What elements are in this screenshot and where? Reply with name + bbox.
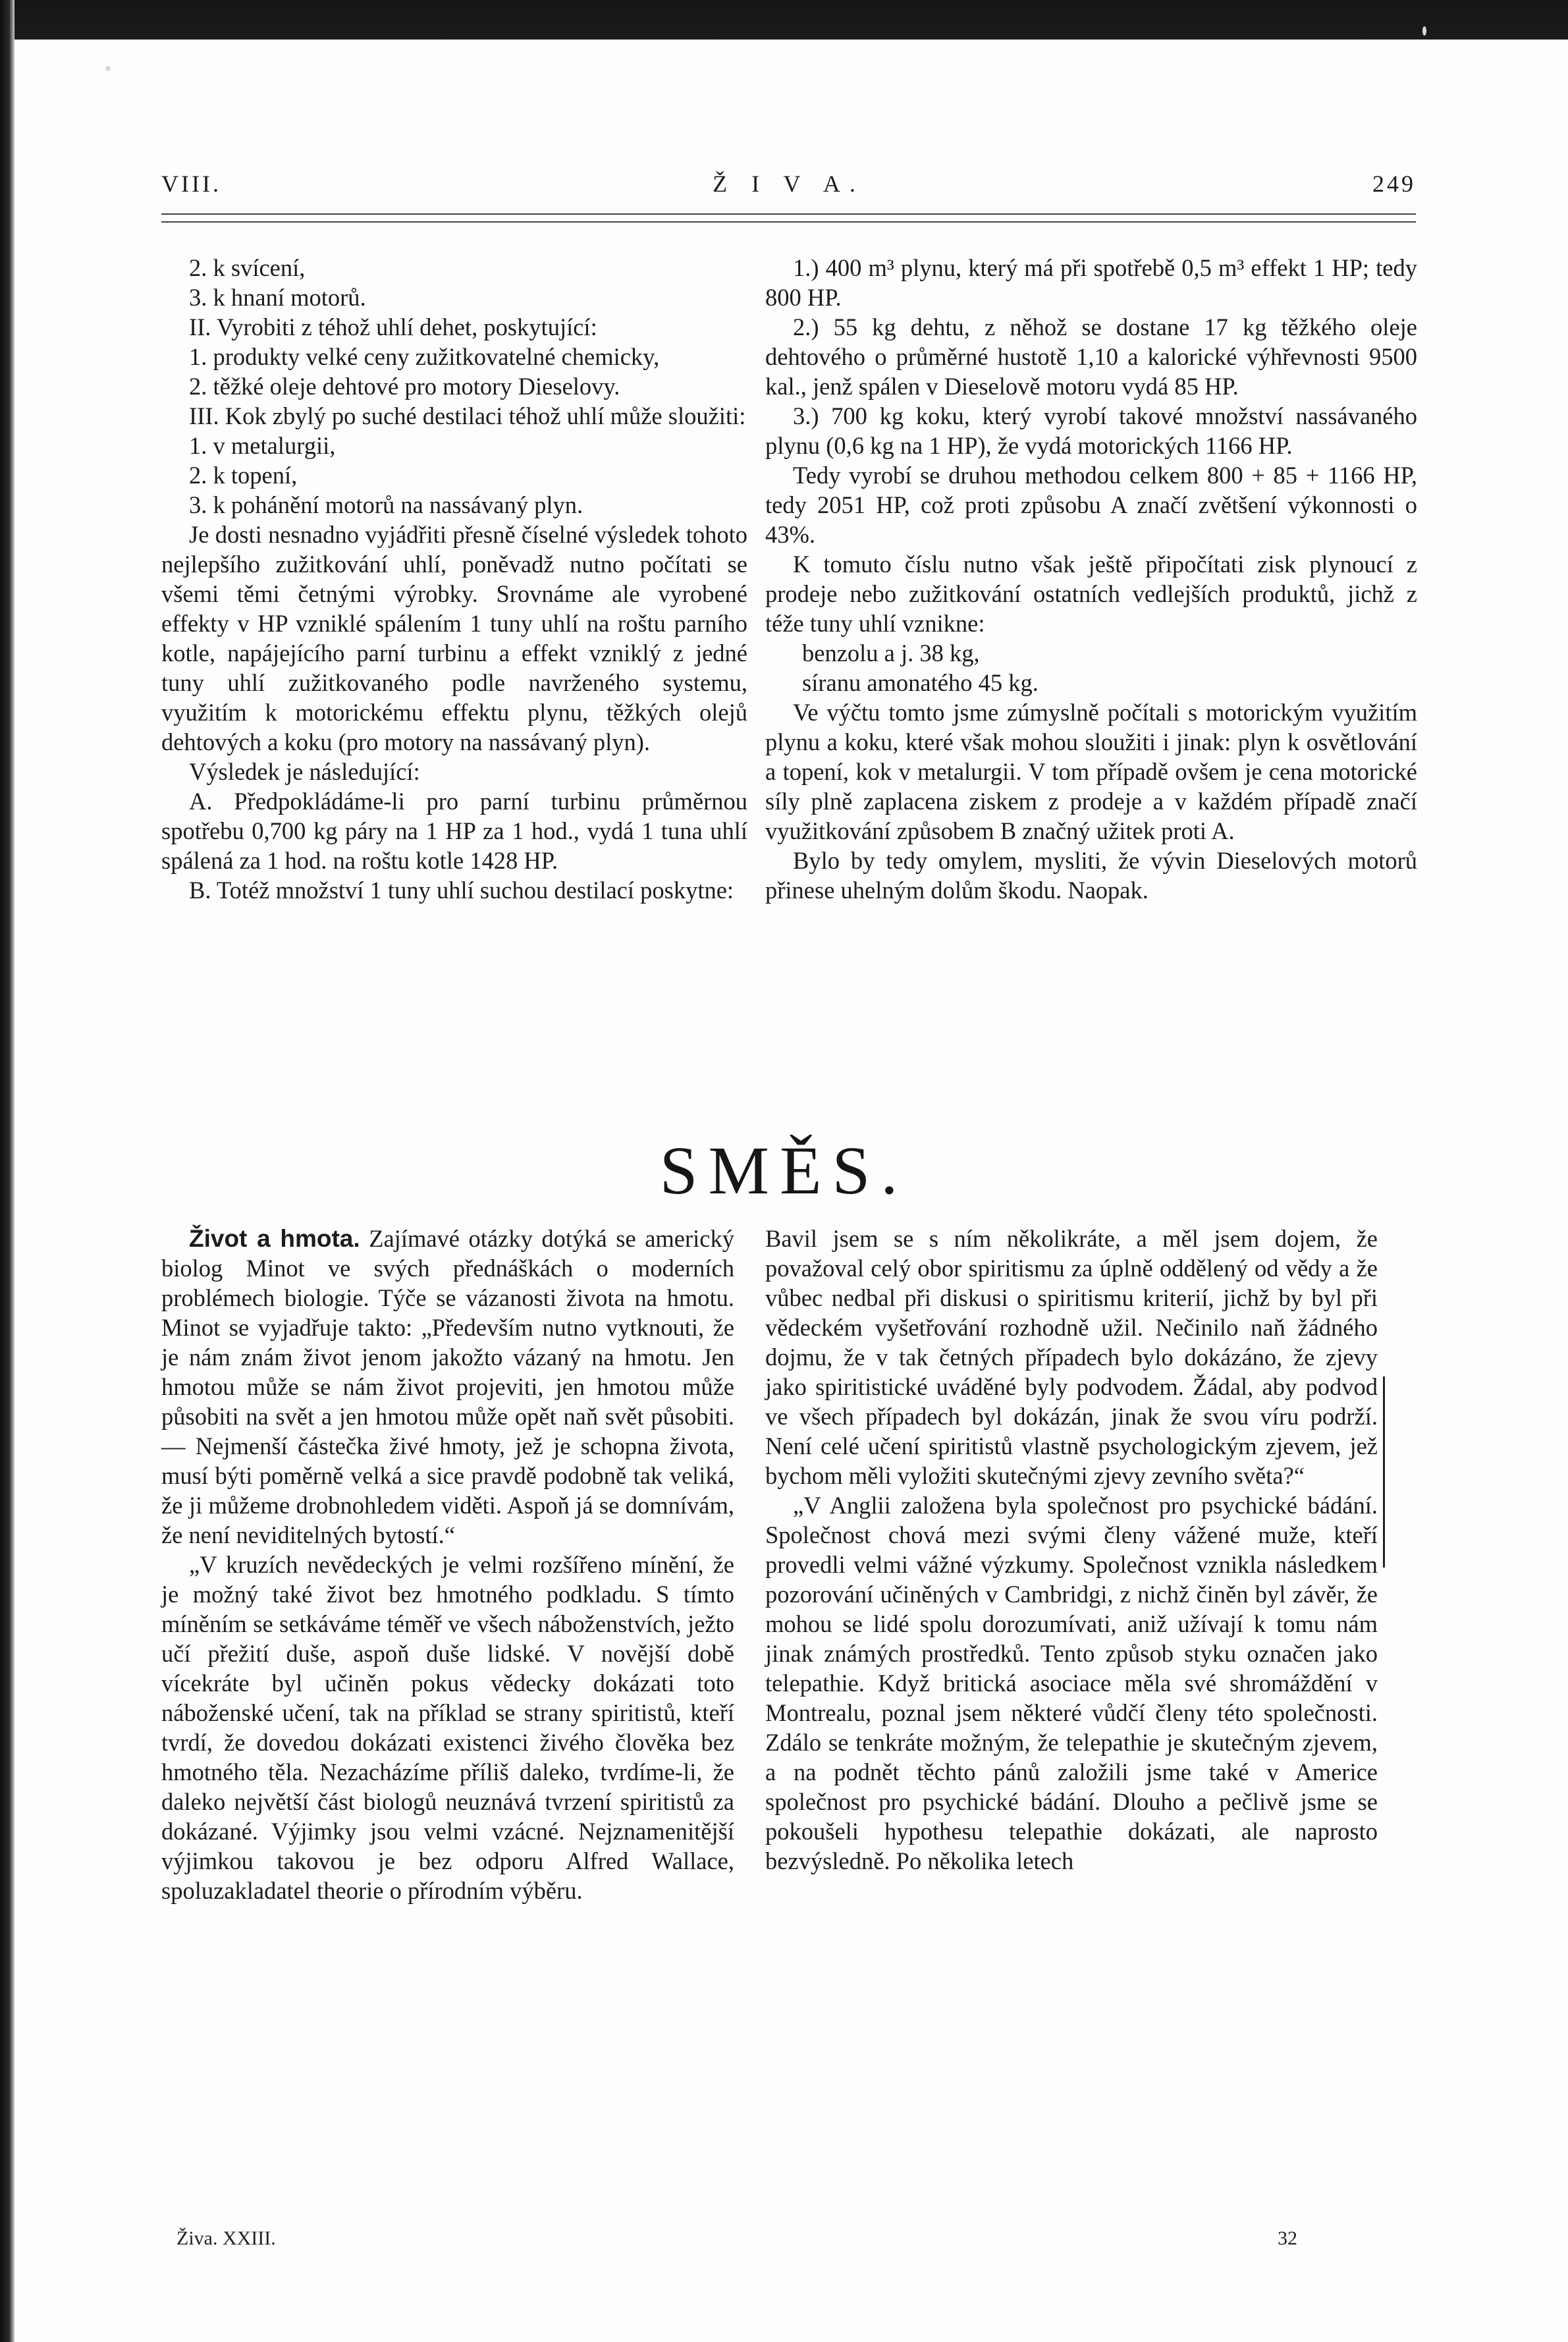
paragraph: Výsledek je následující: — [189, 758, 420, 785]
right-bottom-column — [765, 1224, 1378, 1876]
list-item: 2. k topení, — [189, 462, 298, 489]
paragraph: „V kruzích nevědeckých je velmi rozšířeno mínění, že je možný také život bez hmotného podkladu. S tímto míněním se setkáváme téměř ve všech náboženstvích, ježto učí přežití duše, aspoň duše lidské. V novější době vícekráte byl učiněn pokus vědecky dokázati toto náboženské učení, tak na příklad se strany spiritistů, kteří tvrdí, že dovedou dokázati existenci živého člověka bez hmotného těla. Nezacházíme příliš daleko, tvrdíme-li, že daleko největší část biologů neuznává tvrzení spiritistů za dokázané. Výjimky jsou velmi vzácné. Nejznamenitější výjimkou takovou je bez odporu Alfred Wallace, spoluzakladatel theorie o přírodním výběru. — [161, 1551, 734, 1904]
paragraph: Ve výčtu tomto jsme zúmyslně počítali s motorickým využitím plynu a koku, které však mohou sloužiti i jinak: plyn k osvětlování a topení, kok v metalurgii. V tom případě ovšem je cena motorické síly plně zaplacena ziskem z prodeje a v každém případě značí využitkování způsobem B značný užitek proti A. — [765, 699, 1417, 844]
article-intro — [161, 1224, 734, 1550]
list-item: 2.) 55 kg dehtu, z něhož se dostane 17 kg těžkého oleje dehtového o průměrné hustotě 1,10 a kalorické výhřevnosti 9500 kal., jenž spálen v Dieselově motoru vydá 85 HP. — [765, 313, 1417, 400]
scan-speck — [1422, 26, 1426, 36]
left-top-column — [161, 253, 747, 905]
left-bottom-column — [161, 1224, 734, 1905]
list-item: benzolu a j. 38 kg, — [802, 640, 980, 667]
paragraph: Je dosti nesnadno vyjádřiti přesně číselné výsledek tohoto nejlepšího zužitkování uhlí, poněvadž nutno počítati se všemi těmi četnými výrobky. Srovnáme ale vyrobené effekty v HP vzniklé spálením 1 tuny uhlí na roštu parního kotle, napájejícího parní turbinu a effekt vzniklý z jedné tuny uhlí zužitkovaného podle navrženého systemu, využitím k motorickému effektu plynu, těžkých olejů dehtových a koku (pro motory na nassávaný plyn). — [161, 521, 747, 755]
paragraph: Bylo by tedy omylem, mysliti, že vývin Dieselových motorů přinese uhelným dolům škodu. Naopak. — [765, 847, 1417, 904]
list-item: 1. produkty velké ceny zužitkovatelné chemicky, — [189, 343, 660, 370]
list-item: síranu amonatého 45 kg. — [802, 669, 1039, 696]
list-item: III. Kok zbylý po suché destilaci téhož uhlí může sloužiti: — [189, 402, 746, 429]
list-item: 3. k pohánění motorů na nassávaný plyn. — [189, 491, 583, 518]
paragraph: Zajímavé otázky dotýká se americký biolog Minot ve svých přednáškách o moderních problémech biologie. Týče se vázanosti života na hmotu. Minot se vyjadřuje takto: „Především nutno vytknouti, že je nám znám život jenom jakožto vázaný na hmotu. Jen hmotou může se nám život projeviti, jen hmotou může působiti na svět a jen hmotou může opět naň svět působiti. — Nejmenší částečka živé hmoty, jež je schopna života, musí býti poměrně velká a sice pravdě podobně tak veliká, že ji můžeme drobnohledem viděti. Aspoň já se domnívám, že není neviditelných bytostí.“ — [161, 1225, 734, 1548]
header-rule-secondary — [161, 221, 1416, 223]
section-heading: SMĚS. — [659, 1133, 909, 1209]
list-item: 3.) 700 kg koku, který vyrobí takové množství nassávaného plynu (0,6 kg na 1 HP), že vydá motorických 1166 HP. — [765, 402, 1417, 459]
margin-mark — [1383, 1376, 1385, 1567]
volume-number: VIII. — [161, 171, 221, 197]
list-item: 2. těžké oleje dehtové pro motory Dieselovy. — [189, 373, 620, 400]
paragraph: Bavil jsem se s ním několikráte, a měl jsem dojem, že považoval celý obor spiritismu za úplně oddělený od vědy a že vůbec nedbal při diskusi o spiritismu kriterií, jichž by byl při vědeckém vyšetřování rozhodně užil. Nečinilo naň žádného dojmu, že v tak četných případech bylo dokázáno, že zjevy jako spiritistické uváděné byly podvodem. Žádal, aby podvod ve všech případech byl dokázán, jinak že svou víru podrží. Není celé učení spiritistů vlastně psychologickým zjevem, jež bychom měli vyložiti skutečnými zjevy zevního světa?“ — [765, 1225, 1378, 1489]
list-item: 1.) 400 m³ plynu, který má při spotřebě 0,5 m³ effekt 1 HP; tedy 800 HP. — [765, 254, 1417, 311]
paragraph: Tedy vyrobí se druhou methodou celkem 800 + 85 + 1166 HP, tedy 2051 HP, což proti způsobu A značí zvětšení výkonnosti o 43%. — [765, 462, 1417, 548]
right-top-column — [765, 253, 1417, 905]
running-header — [161, 170, 1416, 209]
paragraph: „V Anglii založena byla společnost pro psychické bádání. Společnost chová mezi svými členy vážené muže, kteří provedli velmi vážné výzkumy. Společnost vznikla následkem pozorování učiněných v Cambridgi, z nichž činěn byl závěr, že mohou se lidé spolu dorozumívati, aniž užívají k tomu nám jinak známých prostředků. Tento způsob styku označen jako telepathie. Když britická asociace měla své shromáždění v Montrealu, poznal jsem některé vůdčí členy této společnosti. Zdálo se tenkráte možným, že telepathie je skutečným zjevem, a na podnět těchto pánů založili jsme také v Americe společnost pro psychické bádání. Dlouho a pečlivě jsme se pokoušeli hypothesu telepathie dokázati, ale naprosto bezvýsledně. Po několika letech — [765, 1492, 1378, 1874]
list-item: 3. k hnaní motorů. — [189, 284, 366, 311]
paragraph: B. Totéž množství 1 tuny uhlí suchou destilací poskytne: — [189, 877, 734, 904]
paragraph: K tomuto číslu nutno však ještě připočítati zisk plynoucí z prodeje nebo zužitkování ostatních vedlejších produktů, jichž z téže tuny uhlí vznikne: — [765, 551, 1417, 637]
list-item: 1. v metalurgii, — [189, 432, 336, 459]
list-item: 2. k svícení, — [189, 254, 306, 281]
page-number: 249 — [1372, 171, 1416, 197]
footer-journal: Živa. XXIII. — [176, 2227, 276, 2249]
footer-signature: 32 — [1278, 2227, 1297, 2249]
header-rule — [161, 213, 1416, 215]
list-item: II. Vyrobiti z téhož uhlí dehet, poskytující: — [189, 313, 597, 340]
article-lead-title: Život a hmota. — [189, 1225, 360, 1252]
journal-title: Ž I V A. — [713, 171, 865, 197]
paragraph: A. Předpokládáme-li pro parní turbinu průměrnou spotřebu 0,700 kg páry na 1 HP za 1 hod., vydá 1 tuna uhlí spálená za 1 hod. na roštu kotle 1428 HP. — [161, 788, 747, 874]
scan-speck — [105, 66, 111, 71]
